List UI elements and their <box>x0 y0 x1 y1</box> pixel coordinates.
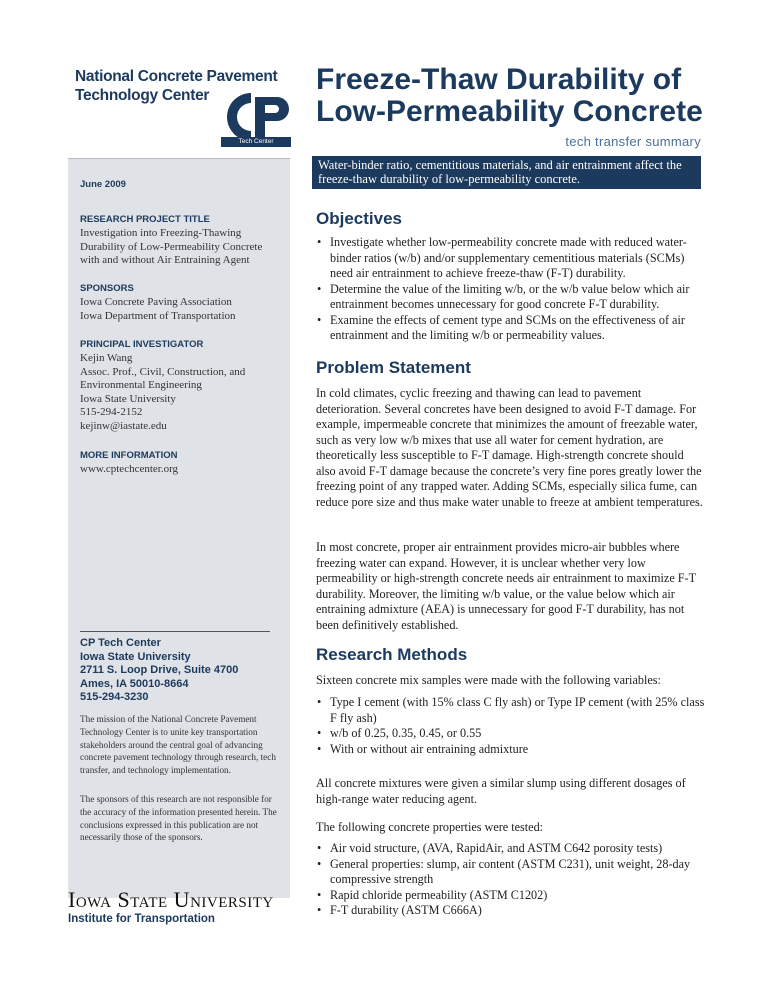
list-item: • With or without air entraining admixture <box>316 742 706 758</box>
page-title <box>316 64 736 128</box>
list-item: • w/b of 0.25, 0.35, 0.45, or 0.55 <box>316 726 706 742</box>
pi-phone: 515-294-2152 <box>80 406 143 418</box>
problem-heading: Problem Statement <box>316 358 471 377</box>
project-title-text: Investigation into Freezing-Thawing Durability of Low-Permeability Concrete with and without Air Entraining Agent <box>80 227 263 266</box>
pi-heading: PRINCIPAL INVESTIGATOR <box>80 339 204 350</box>
tests-intro: The following concrete properties were tested: <box>316 820 544 834</box>
variables-list <box>316 695 706 757</box>
address-line: 2711 S. Loop Drive, Suite 4700 <box>80 664 239 676</box>
objectives-heading: Objectives <box>316 209 402 228</box>
summary-banner: Water-binder ratio, cementitious materials, and air entrainment affect the freeze-thaw durability of low-permeability concrete. <box>312 156 701 189</box>
methods-intro: Sixteen concrete mix samples were made with the following variables: <box>316 673 661 687</box>
pi-email[interactable]: kejinw@iastate.edu <box>80 419 167 432</box>
doc-type-label: tech transfer summary <box>565 134 701 149</box>
more-info-section <box>80 450 280 477</box>
problem-paragraph-2: In most concrete, proper air entrainment provides micro-air bubbles where freezing water can expand. However, it is unclear whether very low permeability or high-strength concrete needs air entrainment to maximize F-T durability. Moreover, the limiting w/b value, or the value below which air entraining admixture (AEA) is unnecessary for good F-T durability, has not been definitively established. <box>316 540 696 632</box>
list-item: • Determine the value of the limiting w/b, or the w/b value below which air entrainment becomes unnecessary for good concrete F-T durability. <box>316 282 706 313</box>
org-logo <box>75 67 290 157</box>
more-info-heading: MORE INFORMATION <box>80 450 178 461</box>
sponsors-section <box>80 283 280 323</box>
pi-title: Assoc. Prof., Civil, Construction, and Environmental Engineering <box>80 365 246 391</box>
pi-university: Iowa State University <box>80 392 176 405</box>
isu-wordmark <box>68 887 274 913</box>
publication-date: June 2009 <box>80 179 126 190</box>
address-line: 515-294-3230 <box>80 691 149 703</box>
more-info-link[interactable]: www.cptechcenter.org <box>80 463 179 475</box>
list-item: • Investigate whether low-permeability concrete made with reduced water-binder ratios (w/b) and/or supplementary cementitious materials (SCMs) need air entrainment to achieve freeze-thaw (F-T) durability. <box>316 235 706 282</box>
title-line2: Low-Permeability Concrete <box>316 95 703 128</box>
list-item: • Rapid chloride permeability (ASTM C1202) <box>316 888 706 904</box>
isu-name-text: Iowa State University <box>68 887 274 912</box>
disclaimer: The sponsors of this research are not responsible for the accuracy of the information presented herein. The conclusions expressed in this publication are not necessarily those of the sponsors. <box>80 794 277 843</box>
mission-statement: The mission of the National Concrete Pavement Technology Center is to unite key transportation stakeholders around the central goal of advancing concrete pavement technology through research, tech transfer, and technology implementation. <box>80 714 276 776</box>
sidebar-panel <box>68 158 290 898</box>
methods-heading: Research Methods <box>316 645 468 664</box>
list-item: • General properties: slump, air content (ASTM C231), unit weight, 28-day compressive strength <box>316 857 706 888</box>
title-line1: Freeze-Thaw Durability of <box>316 63 682 96</box>
list-item: • Type I cement (with 15% class C fly ash) or Type IP cement (with 25% class F fly ash) <box>316 695 706 726</box>
project-title-heading: RESEARCH PROJECT TITLE <box>80 214 210 225</box>
center-address <box>80 637 280 705</box>
institute-name: Institute for Transportation <box>68 913 215 925</box>
list-item: • Air void structure, (AVA, RapidAir, and ASTM C642 porosity tests) <box>316 841 706 857</box>
pi-name: Kejin Wang <box>80 352 133 364</box>
address-line: Ames, IA 50010-8664 <box>80 677 189 690</box>
sponsor-item: Iowa Department of Transportation <box>80 309 236 322</box>
address-line: CP Tech Center <box>80 637 161 649</box>
sidebar-divider <box>80 631 270 632</box>
project-title-section <box>80 214 280 268</box>
tech-center-tag: Tech Center <box>221 137 291 147</box>
tests-list <box>316 841 706 919</box>
list-item: • Examine the effects of cement type and SCMs on the effectiveness of air entrainment and the limiting w/b or permeability values. <box>316 313 706 344</box>
sponsor-item: Iowa Concrete Paving Association <box>80 296 232 308</box>
address-line: Iowa State University <box>80 650 191 663</box>
org-name-line1: National Concrete Pavement <box>75 68 278 85</box>
org-name-line2: Technology Center <box>75 87 210 104</box>
sponsors-heading: SPONSORS <box>80 283 134 294</box>
problem-paragraph-1: In cold climates, cyclic freezing and thawing can lead to pavement deterioration. Several concretes have been designed to avoid F-T damage. For example, impermeable concrete that minimizes the amount of freezable water, such as very low w/b mixes that use all water for cement hydration, are theoretically less susceptible to F-T damage. High-strength concrete should also avoid F-T damage because the concrete’s very fine pores greatly lower the freezing point of any trapped water. Adding SCMs, especially silica fume, can reduce pore size and thus make water unable to freeze at ambient temperatures. <box>316 386 703 509</box>
slump-paragraph: All concrete mixtures were given a similar slump using different dosages of high-range water reducing agent. <box>316 776 686 806</box>
pi-section <box>80 339 280 433</box>
objectives-list <box>316 235 706 344</box>
list-item: • F-T durability (ASTM C666A) <box>316 903 706 919</box>
